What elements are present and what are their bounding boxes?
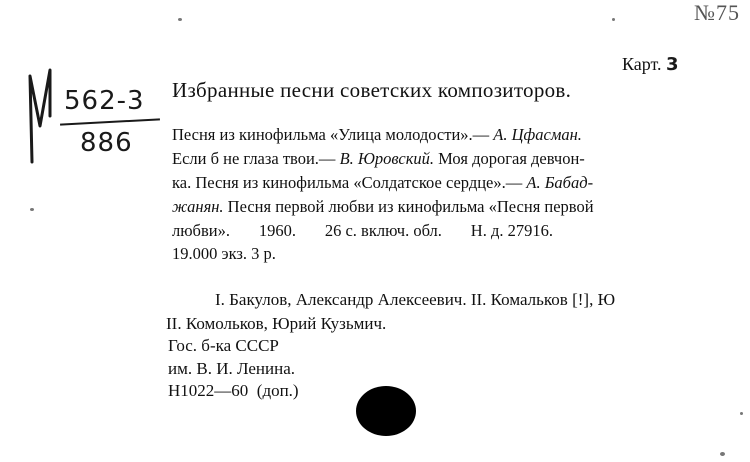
ink-speck — [720, 452, 725, 456]
print-code: H1022—60 (доп.) — [168, 381, 299, 400]
tracing-line: II. Комольков, Юрий Кузьмич. — [166, 314, 387, 333]
composer-name: жанян. — [172, 197, 224, 216]
description-line — [172, 173, 593, 193]
shelf-mark-top: 562-3 — [64, 86, 145, 116]
composer-name: А. Бабад- — [526, 173, 594, 192]
card-label: Карт. — [622, 54, 662, 74]
ink-speck — [30, 208, 34, 211]
library-name: им. В. И. Ленина. — [168, 359, 296, 378]
ink-speck — [178, 18, 182, 21]
composer-name: В. Юровский. — [339, 149, 435, 168]
description-line — [172, 149, 585, 169]
card-title: Избранные песни советских композиторов. — [172, 78, 572, 102]
card-number-label — [622, 54, 679, 75]
card-number: 3 — [666, 54, 679, 75]
description-text: Песня из кинофильма «Улица молодости».— — [172, 125, 494, 144]
imprint-line: любви». 1960. 26 с. включ. обл. Н. д. 27916. — [172, 221, 553, 240]
description-line — [172, 125, 582, 145]
corner-handwritten-mark: №75 — [694, 0, 740, 25]
description-text: ка. Песня из кинофильма «Солдатское сердце».— — [172, 173, 527, 192]
shelf-mark-rule — [60, 118, 160, 125]
composer-name: А. Цфасман. — [493, 125, 582, 144]
description-line — [172, 197, 594, 217]
ink-speck — [612, 18, 615, 21]
description-text: Если б не глаза твои.— — [172, 149, 340, 168]
library-name: Гос. б-ка СССР — [168, 336, 279, 355]
description-text: Песня первой любви из кинофильма «Песня первой — [223, 197, 594, 216]
tracing-line: I. Бакулов, Александр Алексеевич. II. Комальков [!], Ю — [215, 290, 616, 309]
ink-speck — [740, 412, 743, 415]
print-run-line: 19.000 экз. 3 р. — [172, 244, 276, 263]
punch-hole — [356, 386, 416, 436]
shelf-mark-bottom: 886 — [80, 128, 133, 158]
shelf-bracket-mark — [26, 66, 54, 166]
description-text: Моя дорогая девчон- — [434, 149, 585, 168]
